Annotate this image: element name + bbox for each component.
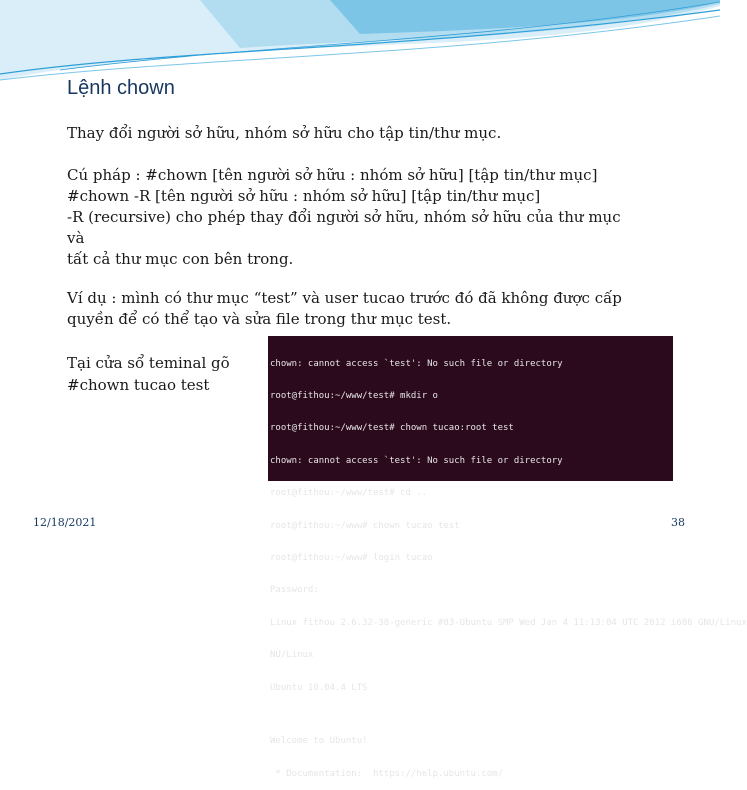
terminal-line: root@fithou:~/www# chown tucao test <box>270 520 460 531</box>
terminal-line: Ubuntu 10.04.4 LTS <box>270 682 368 693</box>
page-number: 38 <box>671 516 685 529</box>
terminal-caption <box>67 352 230 396</box>
terminal-line: chown: cannot access `test': No such file or directory <box>270 455 563 466</box>
syntax-line: -R (recursive) cho phép thay đổi người sở hữu, nhóm sở hữu của thư mục <box>67 208 621 226</box>
terminal-line: root@fithou:~/www/test# cd .. <box>270 488 428 499</box>
terminal-line: root@fithou:~/www/test# mkdir o <box>270 390 438 401</box>
syntax-line: #chown -R [tên người sở hữu : nhóm sở hữu] [tập tin/thư mục] <box>67 187 541 205</box>
terminal-line: NU/Linux <box>270 650 314 661</box>
syntax-line: Cú pháp : #chown [tên người sở hữu : nhóm sở hữu] [tập tin/thư mục] <box>67 166 598 184</box>
terminal-line: Linux fithou 2.6.32-38-generic #83-Ubuntu SMP Wed Jan 4 11:13:04 UTC 2012 i686 GNU/Linux <box>270 617 747 628</box>
syntax-line: và <box>67 229 85 247</box>
terminal-line: Welcome to Ubuntu! <box>270 736 368 747</box>
caption-line: Tại cửa sổ teminal gõ <box>67 354 230 372</box>
terminal-line: chown: cannot access `test': No such file or directory <box>270 358 563 369</box>
intro-text: Thay đổi người sở hữu, nhóm sở hữu cho tập tin/thư mục. <box>67 124 502 142</box>
footer-date: 12/18/2021 <box>33 516 97 529</box>
slide-title: Lệnh chown <box>67 77 175 99</box>
terminal-screenshot <box>268 336 747 779</box>
slide-body <box>67 123 667 330</box>
caption-line: #chown tucao test <box>67 376 210 394</box>
example-line: Ví dụ : mình có thư mục “test” và user tucao trước đó đã không được cấp <box>67 289 622 307</box>
terminal-line: root@fithou:~/www/test# chown tucao:root test <box>270 423 514 434</box>
terminal-line: root@fithou:~/www# login tucao <box>270 552 433 563</box>
syntax-line: tất cả thư mục con bên trong. <box>67 250 294 268</box>
terminal-line: Password: <box>270 585 319 596</box>
terminal-line: * Documentation: https://help.ubuntu.com/ <box>270 768 503 779</box>
example-line: quyền để có thể tạo và sửa file trong thư mục test. <box>67 310 452 328</box>
